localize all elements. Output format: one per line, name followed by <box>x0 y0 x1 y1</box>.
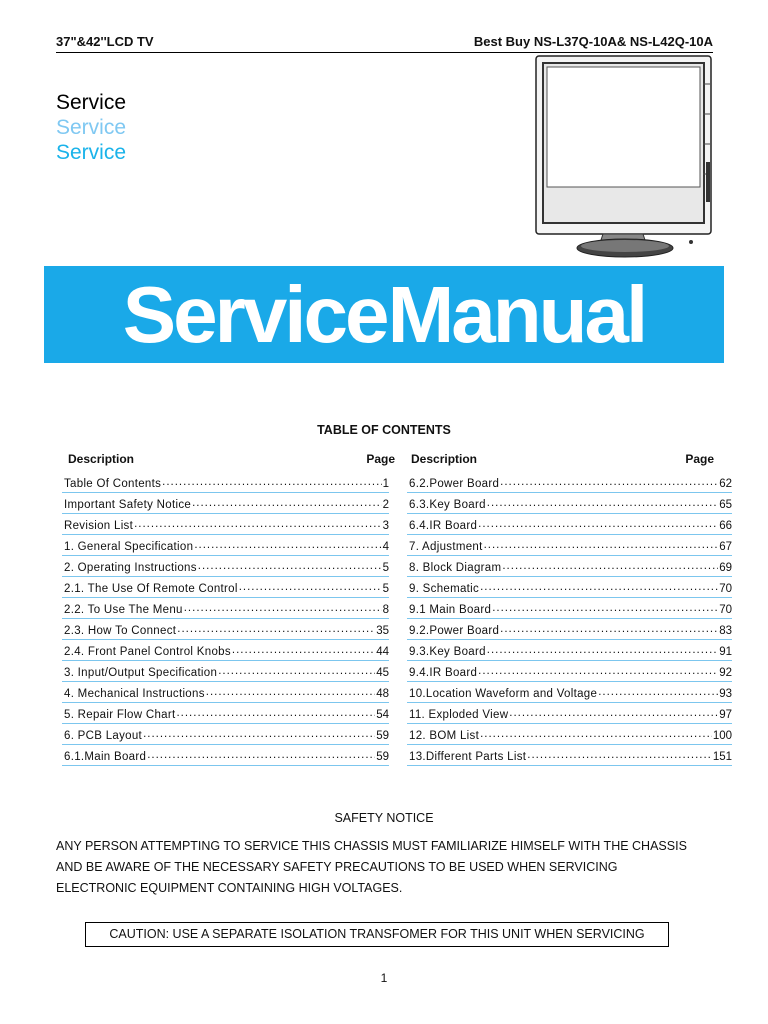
toc-entry-label: 6.1.Main Board <box>64 751 147 763</box>
toc-leader-dots <box>480 730 712 742</box>
toc-entry-link[interactable] <box>62 535 389 556</box>
toc-entry-label: 6.2.Power Board <box>409 478 500 490</box>
toc-entry-page: 67 <box>719 541 732 553</box>
toc-entry-label: 9.4.IR Board <box>409 667 478 679</box>
toc-entry-page: 65 <box>719 499 732 511</box>
toc-leader-dots <box>500 478 718 490</box>
safety-notice-text <box>56 836 716 899</box>
service-manual-banner <box>44 266 724 363</box>
toc-title: TABLE OF CONTENTS <box>317 423 451 437</box>
toc-entry-link[interactable] <box>62 640 389 661</box>
toc-entry-page: 91 <box>719 646 732 658</box>
toc-entry-page: 62 <box>719 478 732 490</box>
toc-right-header <box>407 452 732 472</box>
page-header <box>56 34 713 53</box>
toc-leader-dots <box>218 667 375 679</box>
toc-entry-label: Table Of Contents <box>64 478 162 490</box>
toc-entry-link[interactable] <box>62 682 389 703</box>
header-model-number: Best Buy NS-L37Q-10A& NS-L42Q-10A <box>473 34 713 49</box>
toc-entry-label: 7. Adjustment <box>409 541 483 553</box>
toc-entry-page: 3 <box>382 520 389 532</box>
toc-entry-page: 35 <box>376 625 389 637</box>
toc-entry-link[interactable] <box>407 682 732 703</box>
toc-leader-dots <box>176 709 375 721</box>
toc-entry-link[interactable] <box>407 745 732 766</box>
description-header: Description <box>68 452 135 466</box>
toc-entry-page: 45 <box>376 667 389 679</box>
toc-entry-label: 1. General Specification <box>64 541 194 553</box>
toc-entry-label: 2.3. How To Connect <box>64 625 177 637</box>
toc-leader-dots <box>492 604 718 616</box>
toc-leader-dots <box>509 709 718 721</box>
toc-entry-link[interactable] <box>407 472 732 493</box>
toc-entry-link[interactable] <box>62 514 389 535</box>
toc-entry-page: 5 <box>382 562 389 574</box>
toc-entry-label: 4. Mechanical Instructions <box>64 688 205 700</box>
toc-leader-dots <box>194 541 381 553</box>
service-word-blue: Service <box>56 141 127 164</box>
toc-leader-dots <box>527 751 712 763</box>
lcd-tv-illustration <box>533 54 713 260</box>
toc-entry-page: 2 <box>382 499 389 511</box>
toc-entry-label: 13.Different Parts List <box>409 751 527 763</box>
toc-entry-page: 5 <box>382 583 389 595</box>
toc-right-column <box>407 452 732 766</box>
toc-leader-dots <box>147 751 375 763</box>
service-word-black: Service <box>56 91 127 114</box>
toc-entry-label: 3. Input/Output Specification <box>64 667 218 679</box>
toc-entry-link[interactable] <box>407 619 732 640</box>
toc-entry-link[interactable] <box>407 493 732 514</box>
toc-entry-link[interactable] <box>407 556 732 577</box>
toc-left-column <box>62 452 395 766</box>
caution-box: CAUTION: USE A SEPARATE ISOLATION TRANSFOMER FOR THIS UNIT WHEN SERVICING <box>85 922 669 947</box>
toc-left-header <box>62 452 395 472</box>
toc-entry-link[interactable] <box>62 703 389 724</box>
toc-entry-label: Important Safety Notice <box>64 499 192 511</box>
toc-entry-page: 66 <box>719 520 732 532</box>
toc-entry-label: 6.3.Key Board <box>409 499 486 511</box>
toc-entry-label: 2. Operating Instructions <box>64 562 197 574</box>
toc-leader-dots <box>192 499 382 511</box>
toc-leader-dots <box>206 688 375 700</box>
toc-entry-page: 151 <box>712 751 732 763</box>
toc-entry-link[interactable] <box>407 703 732 724</box>
toc-entry-page: 59 <box>376 730 389 742</box>
toc-entry-label: 2.2. To Use The Menu <box>64 604 183 616</box>
toc-entry-link[interactable] <box>407 577 732 598</box>
toc-entry-label: 6. PCB Layout <box>64 730 143 742</box>
description-header: Description <box>411 452 478 466</box>
toc-entry-link[interactable] <box>62 472 389 493</box>
service-word-light-blue: Service <box>56 116 127 139</box>
toc-entry-page: 70 <box>719 604 732 616</box>
toc-leader-dots <box>478 520 718 532</box>
toc-entry-label: 9.3.Key Board <box>409 646 486 658</box>
toc-leader-dots <box>143 730 375 742</box>
toc-leader-dots <box>480 583 718 595</box>
toc-leader-dots <box>198 562 382 574</box>
toc-entry-label: 11. Exploded View <box>409 709 509 721</box>
toc-entry-link[interactable] <box>407 661 732 682</box>
toc-entry-label: 9.1 Main Board <box>409 604 492 616</box>
toc-leader-dots <box>232 646 375 658</box>
page-header-label: Page <box>685 452 714 466</box>
toc-leader-dots <box>502 562 718 574</box>
toc-entry-label: 8. Block Diagram <box>409 562 502 574</box>
toc-leader-dots <box>487 646 718 658</box>
toc-entry-link[interactable] <box>62 556 389 577</box>
toc-entry-label: Revision List <box>64 520 134 532</box>
toc-entry-page: 48 <box>376 688 389 700</box>
toc-leader-dots <box>184 604 382 616</box>
toc-entry-label: 10.Location Waveform and Voltage <box>409 688 598 700</box>
toc-entry-link[interactable] <box>62 619 389 640</box>
safety-line: AND BE AWARE OF THE NECESSARY SAFETY PRECAUTIONS TO BE USED WHEN SERVICING <box>56 860 618 874</box>
toc-leader-dots <box>598 688 718 700</box>
toc-entry-link[interactable] <box>62 577 389 598</box>
toc-entry-label: 12. BOM List <box>409 730 480 742</box>
toc-entry-page: 54 <box>376 709 389 721</box>
toc-entry-link[interactable] <box>62 598 389 619</box>
toc-entry-link[interactable] <box>407 598 732 619</box>
toc-leader-dots <box>177 625 375 637</box>
toc-entry-page: 69 <box>719 562 732 574</box>
toc-entry-page: 4 <box>382 541 389 553</box>
toc-entry-label: 5. Repair Flow Chart <box>64 709 176 721</box>
page-number: 1 <box>380 971 388 985</box>
toc-leader-dots <box>239 583 382 595</box>
toc-entry-link[interactable] <box>407 724 732 745</box>
toc-leader-dots <box>484 541 719 553</box>
toc-entry-link[interactable] <box>62 661 389 682</box>
toc-entry-label: 9.2.Power Board <box>409 625 500 637</box>
toc-leader-dots <box>162 478 381 490</box>
toc-entry-page: 83 <box>719 625 732 637</box>
toc-entry-label: 2.4. Front Panel Control Knobs <box>64 646 231 658</box>
toc-leader-dots <box>487 499 718 511</box>
toc-entry-page: 93 <box>719 688 732 700</box>
toc-entry-link[interactable] <box>62 493 389 514</box>
toc-entry-page: 97 <box>719 709 732 721</box>
toc-leader-dots <box>134 520 382 532</box>
toc-entry-page: 70 <box>719 583 732 595</box>
safety-line: ELECTRONIC EQUIPMENT CONTAINING HIGH VOLTAGES. <box>56 881 403 895</box>
toc-entry-page: 8 <box>382 604 389 616</box>
page-header-label: Page <box>366 452 395 466</box>
toc-entry-label: 6.4.IR Board <box>409 520 478 532</box>
toc-entry-link[interactable] <box>62 745 389 766</box>
toc-entry-page: 92 <box>719 667 732 679</box>
toc-entry-link[interactable] <box>407 514 732 535</box>
toc-entry-page: 1 <box>382 478 389 490</box>
toc-entry-label: 9. Schematic <box>409 583 480 595</box>
toc-entry-link[interactable] <box>62 724 389 745</box>
toc-entry-page: 59 <box>376 751 389 763</box>
safety-line: ANY PERSON ATTEMPTING TO SERVICE THIS CHASSIS MUST FAMILIARIZE HIMSELF WITH THE CHASSIS <box>56 839 687 853</box>
banner-title: Service Manual <box>122 269 646 359</box>
toc-leader-dots <box>478 667 718 679</box>
toc-leader-dots <box>500 625 718 637</box>
toc-entry-link[interactable] <box>407 640 732 661</box>
safety-notice-title: SAFETY NOTICE <box>334 811 434 825</box>
header-model-size: 37"&42''LCD TV <box>56 34 154 49</box>
toc-entry-page: 44 <box>376 646 389 658</box>
toc-entry-label: 2.1. The Use Of Remote Control <box>64 583 238 595</box>
toc-entry-link[interactable] <box>407 535 732 556</box>
toc-entry-page: 100 <box>712 730 732 742</box>
